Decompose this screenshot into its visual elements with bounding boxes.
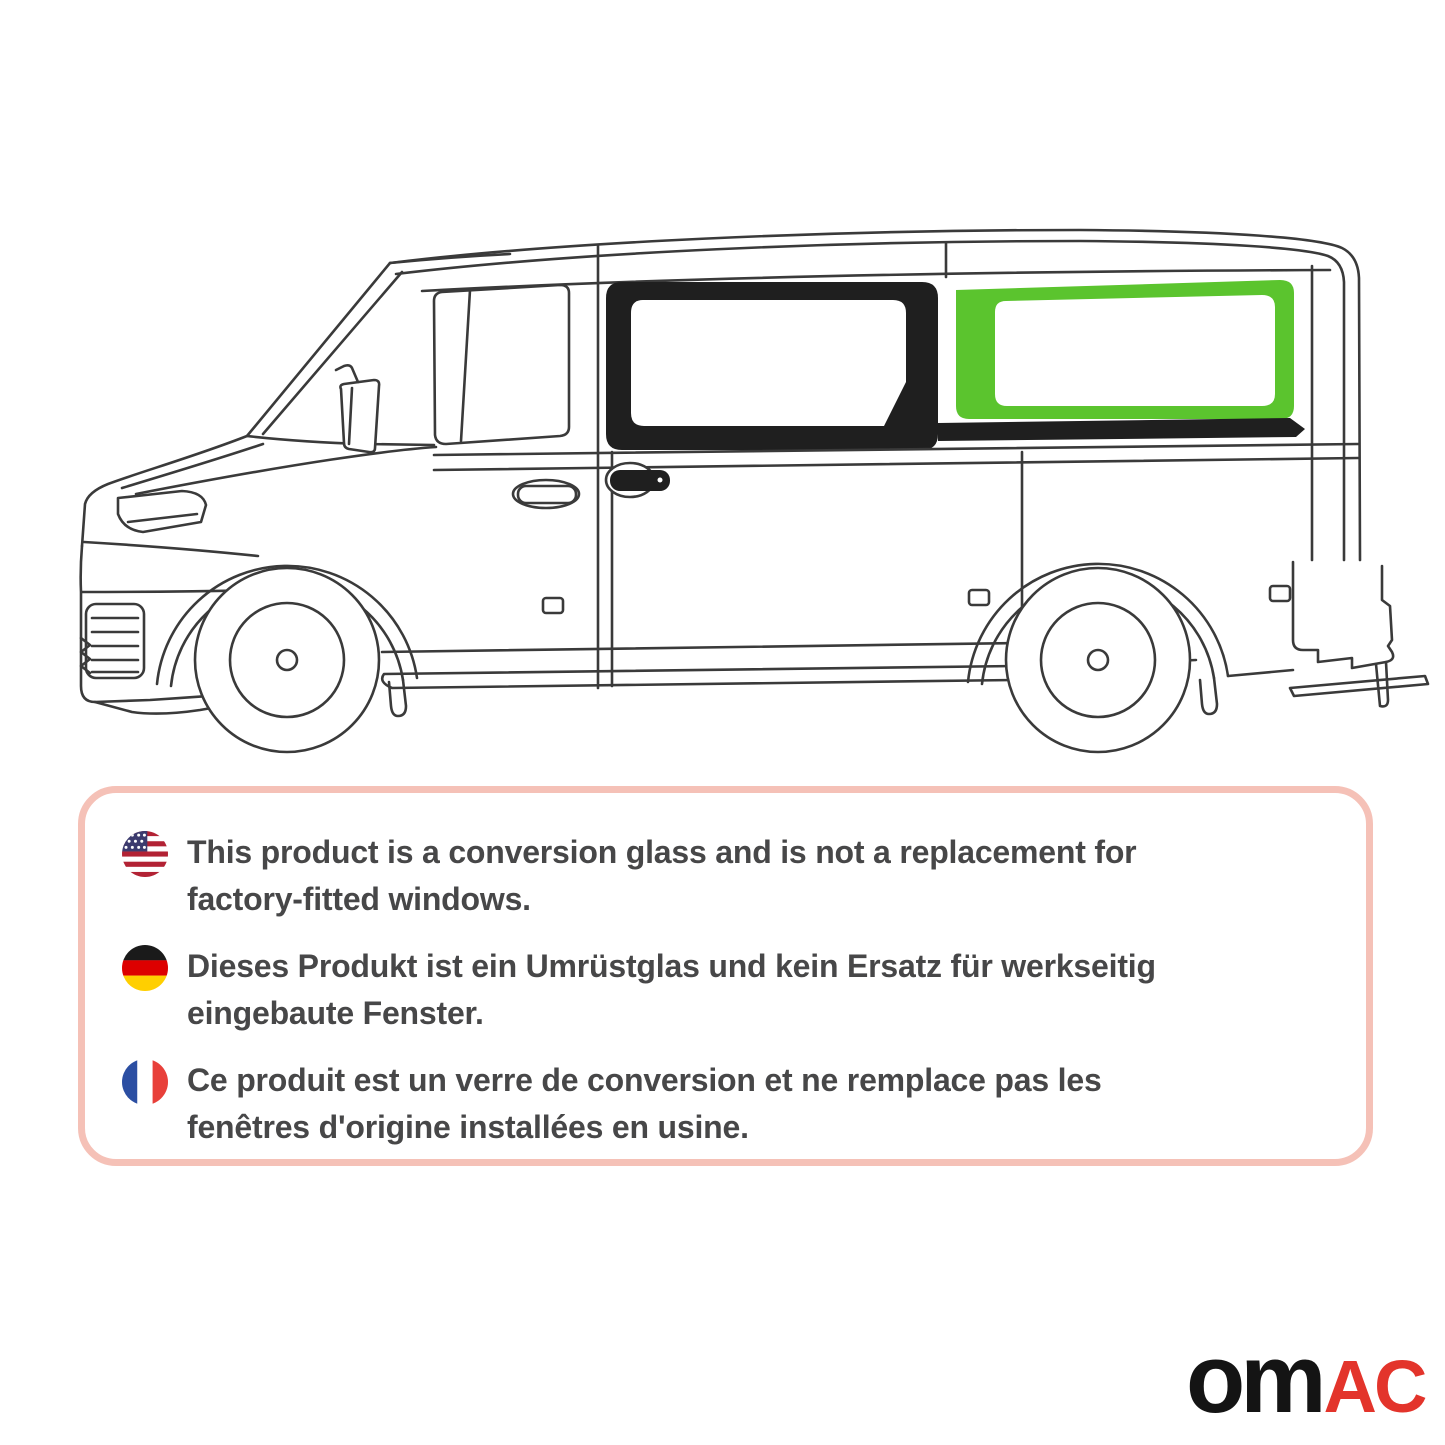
rear-bumper-corner xyxy=(1293,562,1393,668)
usa-flag-icon xyxy=(122,831,168,877)
omac-logo xyxy=(1186,1324,1425,1433)
omac-logo-ac: AC xyxy=(1323,1345,1425,1428)
note-english-text xyxy=(187,829,1136,923)
note-german xyxy=(122,943,1336,1037)
note-line: This product is a conversion glass and is not a replacement for xyxy=(187,834,1137,870)
note-line: eingebaute Fenster. xyxy=(187,995,484,1031)
door-stop-rear xyxy=(1270,586,1290,601)
cab-door-window xyxy=(434,285,569,444)
sliding-door-handle-lock xyxy=(658,478,663,483)
france-flag-icon xyxy=(122,1059,168,1105)
headlight xyxy=(118,491,206,532)
beltline-trim-stripe xyxy=(938,418,1305,441)
omac-logo-om: om xyxy=(1186,1324,1322,1433)
cowl-line xyxy=(247,436,434,445)
front-tire xyxy=(195,568,379,752)
disclaimer-panel xyxy=(78,786,1373,1166)
germany-flag-icon xyxy=(122,945,168,991)
side-mirror-arm xyxy=(336,365,358,382)
front-mudflap xyxy=(389,680,406,716)
note-line: Ce produit est un verre de conversion et ne remplace pas les xyxy=(187,1062,1102,1098)
sill-top-line xyxy=(382,666,1016,688)
front-fender-line-upper xyxy=(84,542,258,556)
highlighted-window-opening xyxy=(995,295,1275,406)
note-line: factory-fitted windows. xyxy=(187,881,531,917)
cab-door-handle xyxy=(518,486,576,503)
note-german-text xyxy=(187,943,1156,1037)
note-french-text xyxy=(187,1057,1102,1151)
door-stop-mid xyxy=(969,590,989,605)
note-english xyxy=(122,829,1336,923)
rear-bumper-flap xyxy=(1376,662,1388,706)
door-stop-front xyxy=(543,598,563,613)
grille-slats xyxy=(92,618,138,672)
note-line: fenêtres d'origine installées en usine. xyxy=(187,1109,749,1145)
blacked-out-window-opening xyxy=(631,300,906,426)
rear-mudflap xyxy=(1200,678,1217,714)
note-line: Dieses Produkt ist ein Umrüstglas und kein Ersatz für werkseitig xyxy=(187,948,1156,984)
note-french xyxy=(122,1057,1336,1151)
hood-crease xyxy=(122,444,263,488)
lower-crease xyxy=(382,643,1020,652)
a-pillar-inner xyxy=(263,272,402,434)
rear-step-bar xyxy=(1290,676,1428,696)
rear-tire xyxy=(1006,568,1190,752)
belt-crease-lower xyxy=(434,458,1358,470)
rear-arch-to-bumper xyxy=(1228,670,1293,676)
front-grille xyxy=(86,604,144,678)
side-mirror xyxy=(340,380,379,452)
